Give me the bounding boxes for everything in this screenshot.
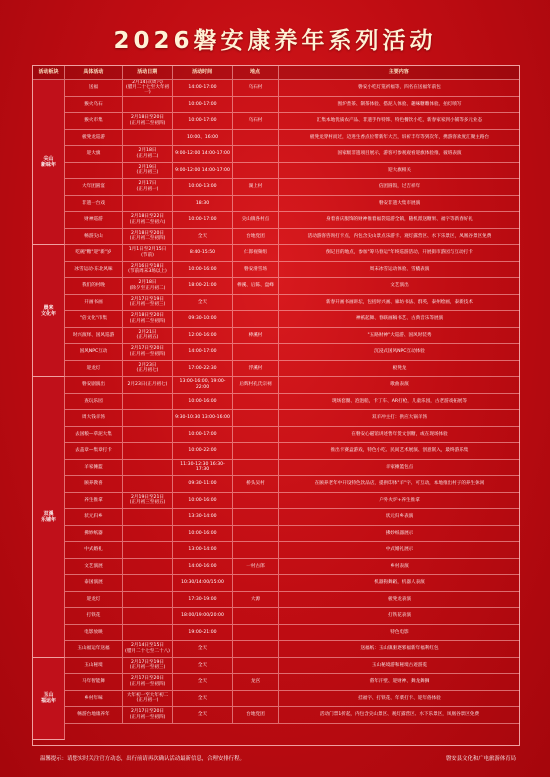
cell-date: [123, 608, 173, 624]
cell-content: 现场套圈、泡泡船，卡丁车、AR打枪，儿童乐园，古老游戏拓展等: [332, 398, 467, 404]
cell-activity: 国风NPC互动: [65, 344, 123, 360]
cell-time: 10:00-17:00: [173, 113, 233, 129]
cell-content: 板凳龙: [392, 365, 407, 371]
cell-time: 10:00-16:00: [173, 493, 233, 509]
table-row: [65, 575, 520, 592]
cell-time: 10:00、16:00: [173, 130, 233, 146]
cell-location: [233, 658, 279, 674]
cell-date: 2月17日至19日 (正月初一至初三): [123, 658, 173, 674]
cell-location: [233, 625, 279, 641]
cell-location: [233, 163, 279, 179]
cell-activity: 时兴演绎、国风巡游: [65, 328, 123, 344]
cell-date: [123, 196, 173, 212]
cell-date: [123, 394, 173, 410]
cell-location: [233, 509, 279, 525]
table-row: [65, 509, 520, 526]
table-row: [65, 443, 520, 460]
table-row: [65, 410, 520, 427]
cell-location: [233, 344, 279, 360]
cell-activity: 去盖章—集章打卡: [65, 443, 123, 459]
page-title: 2026磐安康养年系列活动: [113, 28, 437, 54]
cell-content: 打铁花表演: [388, 613, 411, 619]
table-row: [65, 460, 520, 477]
cell-content: 汇集本地优质农产品、非遗手作特饰、特色餐饮小吃，新春家家到小铺等多元业态: [316, 118, 483, 124]
cell-activity: 文艺演展: [65, 559, 123, 575]
cell-activity: 板凳龙巡游: [65, 130, 123, 146]
cell-date: [123, 427, 173, 443]
cell-content: 拂妙纸器展示: [385, 530, 414, 536]
cell-location: [233, 443, 279, 459]
cell-activity: 马年智能舞: [65, 674, 123, 690]
cell-date: 2月17日至19日 (正月初一至初三): [123, 295, 173, 311]
cell-time: 14:00-17:00: [173, 344, 233, 360]
cell-date: 2月17日至20日 (正月初一至初四): [123, 344, 173, 360]
cell-activity: 畅游尖山: [65, 229, 123, 245]
cell-activity: "倍文化"市集: [65, 311, 123, 327]
cell-activity: 玉山秘境: [65, 658, 123, 674]
table-row: [65, 427, 520, 444]
cell-time: 14:00-16:00: [173, 559, 233, 575]
cell-location: 桥头吴村: [233, 476, 279, 492]
cell-content: 在磐安心磁馆讲述售年货文创糖，或在现场体验: [351, 431, 448, 437]
cell-time: 12:00-16:00: [173, 328, 233, 344]
cell-time: 9:00-12:00 14:00-17:00: [173, 146, 233, 162]
cell-activity: 去国粮—草泥大集: [65, 427, 123, 443]
cell-date: 2月18日 (除夕至正月初二): [123, 278, 173, 294]
activity-table: [32, 65, 520, 746]
cell-location: 台地党团: [233, 707, 279, 723]
cell-activity: 送福: [65, 80, 123, 96]
cell-activity: 电影放映: [65, 625, 123, 641]
section-label: 玉山 福运年: [33, 658, 65, 741]
cell-location: [233, 427, 279, 443]
cell-location: [233, 97, 279, 113]
table-row: [65, 592, 520, 609]
cell-content: 活动游客咨询打卡点，内包含尖山景点乐游卡、观灯露营区、水下乐景区，凤凰谷景区免费: [307, 233, 492, 239]
cell-date: [123, 460, 173, 476]
cell-date: [123, 443, 173, 459]
cell-location: 仁郎视频组: [233, 245, 279, 261]
cell-activity: 磐安剧演出: [65, 377, 123, 393]
table-row: [65, 493, 520, 510]
cell-date: 2月14日至15日 (腊月二十七至二十八): [123, 641, 173, 657]
cell-content: 新春开画书画讲坛，包括时兴画、廊坊书法、群英，泰州绘画，泰新技术: [325, 299, 473, 305]
cell-activity: 颐养教喜: [65, 476, 123, 492]
cell-date: [123, 575, 173, 591]
cell-activity: 我们的村晚: [65, 278, 123, 294]
cell-activity: [65, 163, 123, 179]
cell-activity: 周大钱羊汤: [65, 410, 123, 426]
cell-date: 2月19日 (正月初三): [123, 163, 173, 179]
cell-date: 2月16日至18日 (节前周末3场以上): [123, 262, 173, 278]
cell-time: 18:00/19:00/20:00: [173, 608, 233, 624]
cell-date: 2月14日(周六) (腊月二十七至大年初一): [123, 80, 173, 96]
cell-time: 10:00-13:00: [173, 179, 233, 195]
cell-content: 磐安非遗大集市展演: [378, 200, 421, 206]
cell-location: [233, 542, 279, 558]
cell-date: 2月19日至21日 (正月初三至初五): [123, 493, 173, 509]
table-row: [65, 278, 520, 295]
cell-content: 状元归乡表演: [385, 514, 414, 520]
cell-location: 湖上村: [233, 179, 279, 195]
cell-content: 推出卡赛盒游戏，特色小吃、民间艺术展演、创意嵌入，最终游乐集: [330, 448, 469, 454]
cell-date: [123, 476, 173, 492]
cell-time: 13:00-14:00: [173, 542, 233, 558]
cell-date: 2月18日至20日 (正月初二至初四): [123, 229, 173, 245]
cell-content: 在颐养老年中开设特色饮品店，提供印体"羊"字、可互动，本地推出村子的养生休闲: [314, 481, 485, 487]
cell-date: 1月1日至2月15日 (节前): [123, 245, 173, 261]
cell-content: 板凳龙穿村而过，迈进生香点位带新年大吉，诉祈丰年等到次年，携游客欢度汇聚主路台: [309, 134, 490, 140]
section-label: 双溪 乐铺年: [33, 377, 65, 658]
cell-content: 羊家摊篮包点: [385, 464, 414, 470]
table-row: [65, 559, 520, 576]
cell-time: 17:30-19:00: [173, 592, 233, 608]
cell-location: [233, 526, 279, 542]
cell-date: [123, 97, 173, 113]
table-row: [65, 163, 520, 180]
table-row: [65, 113, 520, 130]
cell-location: [233, 394, 279, 410]
cell-time: 全天: [173, 691, 233, 707]
cell-activity: 玉山福运年送福: [65, 641, 123, 657]
table-row: [65, 361, 520, 378]
cell-time: 13:30-14:00: [173, 509, 233, 525]
cell-content: 身着喜庆服饰的财神推着福袋巡游全镇，随机派送糖果、福字等新春好礼: [325, 217, 473, 223]
cell-time: 10:00-16:00: [173, 526, 233, 542]
cell-activity: 羊家摊篮: [65, 460, 123, 476]
table-row: [65, 196, 520, 213]
cell-activity: 泰国演展: [65, 575, 123, 591]
table-row: [65, 707, 520, 724]
cell-date: [123, 526, 173, 542]
cell-activity: 猴火乌石: [65, 97, 123, 113]
cell-date: [123, 410, 173, 426]
table-row: [65, 311, 520, 328]
cell-content: "五路财神"大巡游、国风时装秀: [367, 332, 432, 338]
table-row: [65, 674, 520, 691]
cell-location: 尖山镇各村点: [233, 212, 279, 228]
cell-date: 2月17日至20日 (正月初一至初四): [123, 707, 173, 723]
cell-date: 2月18日至20日 (正月初二至初四): [123, 113, 173, 129]
cell-activity: 财神巡游: [65, 212, 123, 228]
cell-content: 沉浸式国风NPC互动体验: [374, 349, 425, 355]
cell-time: 10:00-17:00: [173, 97, 233, 113]
table-row: [65, 344, 520, 361]
cell-content: 畲年汗壁、迎财神、舞龙舞狮: [369, 679, 430, 685]
cell-activity: 中式婚礼: [65, 542, 123, 558]
section-label: 晨来 文化年: [33, 245, 65, 377]
cell-location: [233, 641, 279, 657]
cell-time: 全天: [173, 674, 233, 690]
table-row: [65, 328, 520, 345]
header-activity: 具体活动: [65, 66, 123, 79]
cell-time: 10:00-17:00: [173, 427, 233, 443]
cell-activity: 畅游台地康养年: [65, 707, 123, 723]
cell-location: [233, 410, 279, 426]
cell-location: 磐安滑雪场: [233, 262, 279, 278]
cell-location: [233, 460, 279, 476]
cell-content: 国家级非遗项目展示，游客可参观观看迎旗体验推，彼班表演: [337, 151, 462, 157]
cell-location: 一村古郎: [233, 559, 279, 575]
cell-content: 周末冰雪运动体验、雪橇表演: [369, 266, 430, 272]
cell-content: 围炉煮茶、制茶体验、搭泥人体验、趣味糖雕体验、拍灯喷写: [337, 101, 462, 107]
cell-activity: 开画书画: [65, 295, 123, 311]
cell-time: 10:00-16:00: [173, 394, 233, 410]
cell-location: [233, 146, 279, 162]
table-row: [65, 476, 520, 493]
cell-location: 乌石村: [233, 80, 279, 96]
header-location: 地点: [233, 66, 279, 79]
cell-activity: 查玩乐园: [65, 394, 123, 410]
cell-time: 10:00-17:00: [173, 212, 233, 228]
cell-time: 18:30: [173, 196, 233, 212]
cell-date: 2月23日(正月初七): [123, 377, 173, 393]
table-row: [65, 542, 520, 559]
cell-activity: 拂妙纸器: [65, 526, 123, 542]
cell-time: 全天: [173, 229, 233, 245]
cell-activity: 状元归乡: [65, 509, 123, 525]
footer-tip: 温馨提示：请您实时关注官方动态，出行前请再次确认活动最新信息，合理安排行程。: [40, 756, 245, 762]
cell-location: [233, 493, 279, 509]
cell-time: 13:00-16:00, 19:00-22:00: [173, 377, 233, 393]
cell-content: 神祇起舞、春联画稿书艺、古典音乐等展演: [355, 316, 444, 322]
cell-date: 2月23日 (正月初七): [123, 361, 173, 377]
table-row: [65, 80, 520, 97]
table-row: [65, 262, 520, 279]
table-header: [33, 66, 519, 80]
cell-location: 棒溪村: [233, 328, 279, 344]
cell-location: [233, 130, 279, 146]
cell-content: 双羊冲主打：供应大锅羊汤: [371, 415, 428, 421]
cell-date: 2月17日至20日 (正月初一至初四): [123, 674, 173, 690]
cell-content: 中式婚礼展示: [385, 547, 414, 553]
cell-time: 9:00-12:00 14:00-17:00: [173, 163, 233, 179]
cell-location: [233, 608, 279, 624]
cell-location: 龙宫: [233, 674, 279, 690]
cell-time: 8:40-15:50: [173, 245, 233, 261]
cell-activity: 大年团圆宴: [65, 179, 123, 195]
cell-activity: 打铁花: [65, 608, 123, 624]
cell-activity: 迎龙灯: [65, 592, 123, 608]
cell-date: [123, 559, 173, 575]
cell-time: 全天: [173, 295, 233, 311]
table-row: [65, 641, 520, 658]
cell-date: [123, 625, 173, 641]
cell-location: [233, 691, 279, 707]
cell-location: 棒溪、后陈、盘峰: [233, 278, 279, 294]
cell-time: 17:00-22:30: [173, 361, 233, 377]
cell-activity: 冰雪运动·东北风味: [65, 262, 123, 278]
table-row: [65, 229, 520, 246]
header-time: 活动时间: [173, 66, 233, 79]
table-row: [65, 295, 520, 312]
cell-location: 台地党团: [233, 229, 279, 245]
cell-time: 09:30-11:00: [173, 476, 233, 492]
footer-organizer: 磐安县文化和广电旅游体育局: [445, 756, 516, 762]
cell-date: 2月18日 (正月初二): [123, 146, 173, 162]
cell-content: 乡村表演: [390, 563, 409, 569]
table-row: [65, 146, 520, 163]
cell-time: 全天: [173, 707, 233, 723]
table-row: [65, 526, 520, 543]
cell-time: 10:30/14:00/15:00: [173, 575, 233, 591]
cell-time: 10:00-22:00: [173, 443, 233, 459]
header-content: 主要内容: [388, 68, 409, 75]
cell-content: 文艺演出: [390, 283, 409, 289]
cell-time: 全天: [173, 641, 233, 657]
cell-location: 浮溪村: [233, 361, 279, 377]
cell-location: [233, 295, 279, 311]
cell-date: [123, 130, 173, 146]
cell-activity: 猴火市集: [65, 113, 123, 129]
cell-activity: 迎大旗: [65, 146, 123, 162]
cell-time: 全天: [173, 658, 233, 674]
table-row: [65, 245, 520, 262]
cell-content: 送福纸：玉山镇驱逐邪福新年福利红包: [360, 646, 439, 652]
cell-time: 10:00-16:00: [173, 262, 233, 278]
cell-content: 倒记目的地点，参加"筹马春运"年终巡游活动，开展街市游园与互动打卡: [326, 250, 473, 256]
table-row: [65, 658, 520, 675]
header-section: 活动板块: [33, 66, 65, 79]
cell-date: [123, 542, 173, 558]
cell-activity: 乡村年味: [65, 691, 123, 707]
table-row: [65, 212, 520, 229]
cell-date: 2月17日 (正月初一): [123, 179, 173, 195]
cell-location: 大源: [233, 592, 279, 608]
cell-time: 19:00-21:00: [173, 625, 233, 641]
cell-activity: 迎龙灯: [65, 361, 123, 377]
cell-content: 户外火炉+养生推拿: [379, 497, 420, 503]
cell-date: 大年初一至大年初二 (正月初一): [123, 691, 173, 707]
cell-content: 迎大旗相关: [388, 167, 411, 173]
cell-time: 11:30-12:30 16:30-17:30: [173, 460, 233, 476]
section-label: 尖山 新味年: [33, 80, 65, 245]
cell-time: 09:30-10:00: [173, 311, 233, 327]
table-row: [65, 97, 520, 114]
cell-time: 18:00-21:00: [173, 278, 233, 294]
table-row: [65, 394, 520, 411]
header-date: 活动日期: [123, 66, 173, 79]
cell-date: 2月21日 (正月初五): [123, 328, 173, 344]
cell-content: 机器狗舞蹈，机器人表演: [374, 580, 425, 586]
cell-location: [233, 575, 279, 591]
cell-content: 磐安小吃灯笼祈福等，四名在送福年前包: [358, 85, 441, 91]
cell-content: 信团圆饭，过吉祥年: [378, 184, 421, 190]
cell-date: [123, 592, 173, 608]
cell-activity: 养生推拿: [65, 493, 123, 509]
cell-location: 乌石村: [233, 113, 279, 129]
cell-activity: 吃碗"糖"迎"新"岁: [65, 245, 123, 261]
cell-date: 2月18日至20日 (正月初二至初四): [123, 311, 173, 327]
cell-content: 板凳龙表演: [388, 596, 411, 602]
cell-location: 后辉村孔氏宗祠: [233, 377, 279, 393]
table-row: [65, 179, 520, 196]
cell-date: 2月18日至22日 (正月初二至初六): [123, 212, 173, 228]
table-row: [65, 377, 520, 394]
table-row: [65, 608, 520, 625]
cell-time: 14:00-17:00: [173, 80, 233, 96]
table-row: [65, 691, 520, 708]
cell-date: [123, 509, 173, 525]
cell-activity: 非遗一台戏: [65, 196, 123, 212]
cell-content: 活动门票1折起，内包含尖山景区、观灯露营区、水下乐景区，凤凰谷景区免费: [319, 712, 480, 718]
cell-location: [233, 311, 279, 327]
table-row: [65, 625, 520, 642]
cell-content: 挂福字、打铁花、年菜打卡、迎年俗体验: [358, 695, 441, 701]
cell-content: 歌曲表演: [390, 382, 409, 388]
cell-location: [233, 196, 279, 212]
cell-content: 玉山秘境游和秘境古迹游览: [371, 662, 428, 668]
cell-content: 特色电影: [390, 629, 409, 635]
cell-time: 9:30-10:30 13:00-16:00: [173, 410, 233, 426]
table-row: [65, 130, 520, 147]
